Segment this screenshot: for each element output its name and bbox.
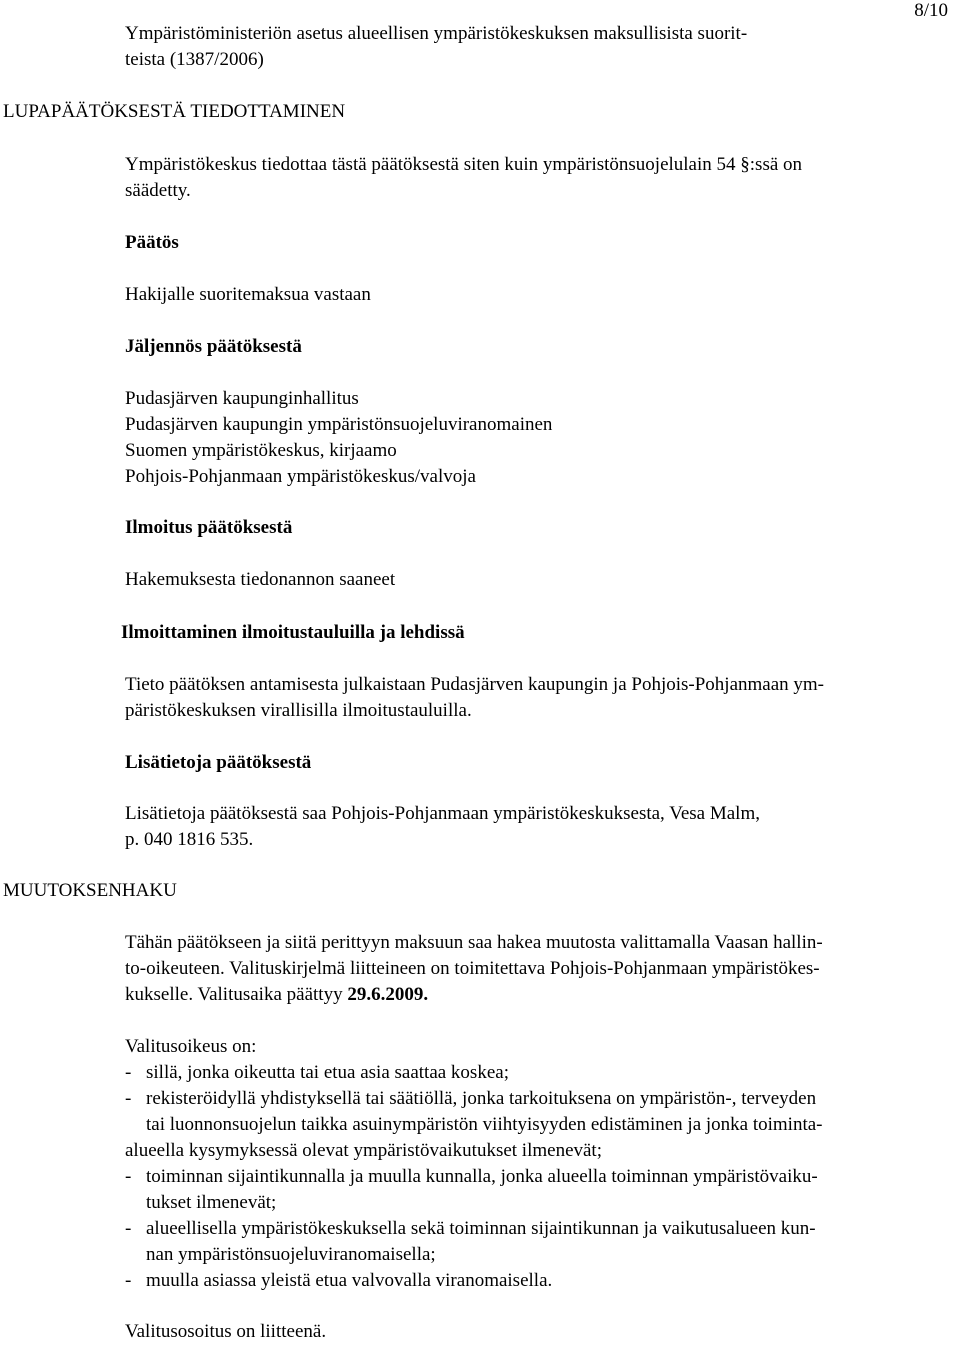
list-item-line: tukset ilmenevät; — [146, 1192, 277, 1213]
appeal-line — [125, 982, 960, 1008]
appeal-line: Tähän päätökseen ja siitä perittyyn maksuun saa hakea muutosta valittamalla Vaasan hallin- — [125, 932, 823, 953]
reference-line: Ympäristöministeriön asetus alueellisen ympäristökeskuksen maksullisista suorit- — [125, 23, 748, 44]
list-dash: - — [125, 1166, 132, 1187]
announcement-heading: LUPAPÄÄTÖKSESTÄ TIEDOTTAMINEN — [3, 101, 346, 122]
list-item-line: muulla asiassa yleistä etua valvovalla viranomaisella. — [146, 1270, 553, 1291]
reference-line: teista (1387/2006) — [125, 49, 264, 70]
info-heading: Lisätietoja päätöksestä — [125, 752, 312, 773]
appeal-line: to-oikeuteen. Valituskirjelmä liitteineen on toimitettava Pohjois-Pohjanmaan ympäristökes- — [125, 958, 820, 979]
recipient-item: Suomen ympäristökeskus, kirjaamo — [125, 440, 397, 461]
list-item — [125, 1086, 960, 1164]
appeal-heading: MUUTOKSENHAKU — [3, 880, 177, 901]
announcement-intro — [125, 152, 960, 204]
intro-line: säädetty. — [125, 180, 191, 201]
list-item — [125, 1268, 960, 1294]
decision-heading: Päätös — [125, 232, 179, 253]
decision-text: Hakijalle suoritemaksua vastaan — [125, 284, 371, 305]
list-item-line: rekisteröidyllä yhdistyksellä tai säätiöllä, jonka tarkoituksena on ympäristön-, terveyden — [146, 1088, 817, 1109]
recipient-item: Pudasjärven kaupunginhallitus — [125, 388, 359, 409]
appeal-footer: Valitusosoitus on liitteenä. — [125, 1321, 327, 1342]
list-item-line: nan ympäristönsuojeluviranomaisella; — [146, 1244, 436, 1265]
info-line: p. 040 1816 535. — [125, 829, 254, 850]
copy-heading: Jäljennös päätöksestä — [125, 336, 302, 357]
page-number: 8/10 — [914, 0, 948, 21]
list-item-line: toiminnan sijaintikunnalla ja muulla kunnalla, jonka alueella toiminnan ympäristövaiku- — [146, 1166, 818, 1187]
list-item-line: alueella kysymyksessä olevat ympäristövaikutukset ilmenevät; — [125, 1140, 602, 1161]
appeal-deadline-text: kukselle. Valitusaika päättyy — [125, 984, 348, 1005]
recipient-item: Pohjois-Pohjanmaan ympäristökeskus/valvoja — [125, 466, 476, 487]
list-item-line: sillä, jonka oikeutta tai etua asia saattaa koskea; — [146, 1062, 509, 1083]
boards-heading: Ilmoittaminen ilmoitustauluilla ja lehdissä — [121, 622, 465, 643]
list-dash: - — [125, 1218, 132, 1239]
list-item-line: alueellisella ympäristökeskuksella sekä toiminnan sijaintikunnan ja vaikutusalueen kun- — [146, 1218, 816, 1239]
list-item — [125, 1060, 960, 1086]
info-text — [125, 801, 960, 853]
appeal-paragraph — [125, 930, 960, 1008]
notice-text: Hakemuksesta tiedonannon saaneet — [125, 569, 396, 590]
boards-line: Tieto päätöksen antamisesta julkaistaan Pudasjärven kaupungin ja Pohjois-Pohjanmaan ym- — [125, 674, 825, 695]
info-line: Lisätietoja päätöksestä saa Pohjois-Pohjanmaan ympäristökeskuksesta, Vesa Malm, — [125, 803, 760, 824]
list-dash: - — [125, 1270, 132, 1291]
list-dash: - — [125, 1062, 132, 1083]
intro-line: Ympäristökeskus tiedottaa tästä päätöksestä siten kuin ympäristönsuojelulain 54 §:ssä on — [125, 154, 803, 175]
notice-heading: Ilmoitus päätöksestä — [125, 517, 293, 538]
recipient-list — [125, 386, 960, 490]
boards-text — [125, 672, 960, 724]
appeal-deadline-date: 29.6.2009. — [347, 984, 429, 1005]
list-item-line: tai luonnonsuojelun taikka asuinympäristön viihtyisyyden edistäminen ja jonka toiminta- — [146, 1114, 823, 1135]
recipient-item: Pudasjärven kaupungin ympäristönsuojeluviranomainen — [125, 414, 553, 435]
appeal-rights-list — [125, 1060, 960, 1294]
boards-line: päristökeskuksen virallisilla ilmoitustauluilla. — [125, 700, 472, 721]
reference-text — [125, 21, 960, 73]
list-item — [125, 1216, 960, 1268]
appeal-rights-heading: Valitusoikeus on: — [125, 1036, 257, 1057]
list-item — [125, 1164, 960, 1216]
list-dash: - — [125, 1088, 132, 1109]
